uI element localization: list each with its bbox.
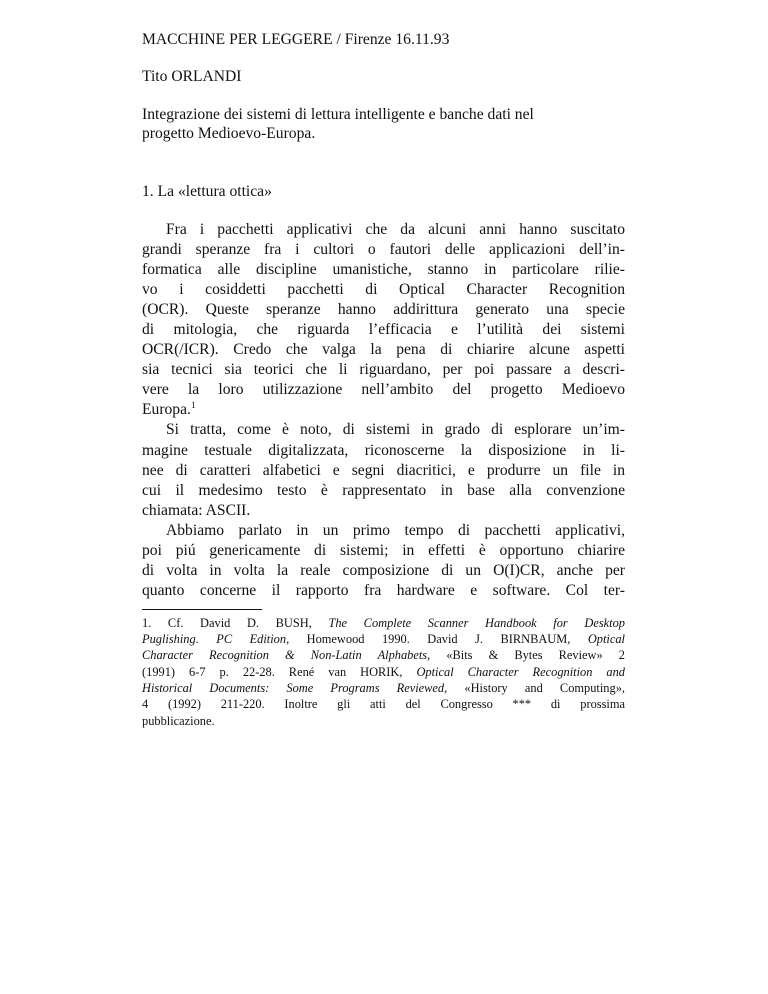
paragraph — [142, 521, 625, 601]
footnote-italic-title: Optical Character Recognition and — [416, 664, 625, 679]
footnote-marker[interactable]: 1 — [190, 401, 196, 412]
body-text — [142, 220, 625, 601]
footnote-text: (1991) 6-7 p. 22-28. René van HORIK, — [142, 664, 417, 679]
footnote-line — [142, 680, 625, 696]
footnote-italic-title: The Complete Scanner Handbook for Desktop — [328, 615, 625, 630]
title-line: progetto Medioevo-Europa. — [142, 125, 316, 143]
text-line: quanto concerne il rapporto fra hardware e software. Col ter- — [142, 581, 625, 599]
text-line: di mitologia, che riguarda l’efficacia e l’utilità dei sistemi — [142, 321, 625, 339]
footnote-line — [142, 647, 625, 663]
text-line: Abbiamo parlato in un primo tempo di pacchetti applicativi, — [166, 521, 625, 539]
text-line: formatica alle discipline umanistiche, stanno in particolare rilie- — [142, 261, 625, 279]
text-line: sia tecnici sia teorici che li riguardano, per poi passare a descri- — [142, 361, 625, 379]
footnote-line: 4 (1992) 211-220. Inoltre gli atti del Congresso *** di prossima — [142, 697, 625, 712]
paper-title — [142, 105, 625, 145]
running-header: MACCHINE PER LEGGERE / Firenze 16.11.93 — [142, 31, 450, 48]
text-line: magine testuale digitalizzata, riconoscerne la disposizione in li- — [142, 441, 625, 459]
footnote-line — [142, 631, 625, 647]
text-line: vere la loro utilizzazione nell’ambito del progetto Medioevo — [142, 381, 625, 399]
footnote-line: pubblicazione. — [142, 713, 215, 728]
text-line: Si tratta, come è noto, di sistemi in grado di esplorare un’im- — [166, 421, 625, 439]
text-line: grandi speranze fra i cultori o fautori delle applicazioni dell’in- — [142, 241, 625, 259]
text-line: (OCR). Queste speranze hanno addirittura generato una specie — [142, 301, 625, 319]
footnote-italic-title: Optical — [587, 632, 625, 647]
footnote-line — [142, 664, 625, 680]
text-line: vo i cosiddetti pacchetti di Optical Character Recognition — [142, 281, 625, 299]
footnote-text: , «Bits & Bytes Review» 2 — [427, 648, 625, 663]
text-line: nee di caratteri alfabetici e segni diacritici, e produrre un file in — [142, 461, 625, 479]
text-line — [142, 400, 625, 420]
section-heading: 1. La «lettura ottica» — [142, 183, 272, 201]
footnote-italic-title: Puglishing. PC Edition — [142, 632, 287, 647]
footnote-text: , «History and Computing», — [444, 681, 625, 696]
title-line: Integrazione dei sistemi di lettura intelligente e banche dati nel — [142, 105, 534, 123]
text-line: OCR(/ICR). Credo che valga la pena di chiarire alcune aspetti — [142, 341, 625, 359]
footnote-italic-title: Character Recognition & Non-Latin Alphabets — [142, 648, 428, 663]
document-page — [142, 30, 625, 729]
footnote — [142, 615, 625, 729]
footnote-text: 1. Cf. David D. BUSH, — [142, 615, 329, 630]
paragraph — [142, 420, 625, 520]
author-name: Tito ORLANDI — [142, 67, 242, 85]
text-line: chiamata: ASCII. — [142, 501, 251, 519]
footnote-text: , Homewood 1990. David J. BIRNBAUM, — [286, 632, 588, 647]
text-line: Fra i pacchetti applicativi che da alcuni anni hanno suscitato — [166, 220, 625, 238]
paragraph — [142, 220, 625, 420]
footnote-divider — [142, 609, 262, 610]
footnote-italic-title: Historical Documents: Some Programs Reviewed — [142, 681, 445, 696]
text-line: poi piú genericamente di sistemi; in effetti è opportuno chiarire — [142, 541, 625, 559]
text-line-content: Europa. — [142, 401, 191, 419]
text-line: cui il medesimo testo è rappresentato in base alla convenzione — [142, 481, 625, 499]
text-line: di volta in volta la reale composizione di un O(I)CR, anche per — [142, 561, 625, 579]
footnote-line — [142, 615, 625, 631]
